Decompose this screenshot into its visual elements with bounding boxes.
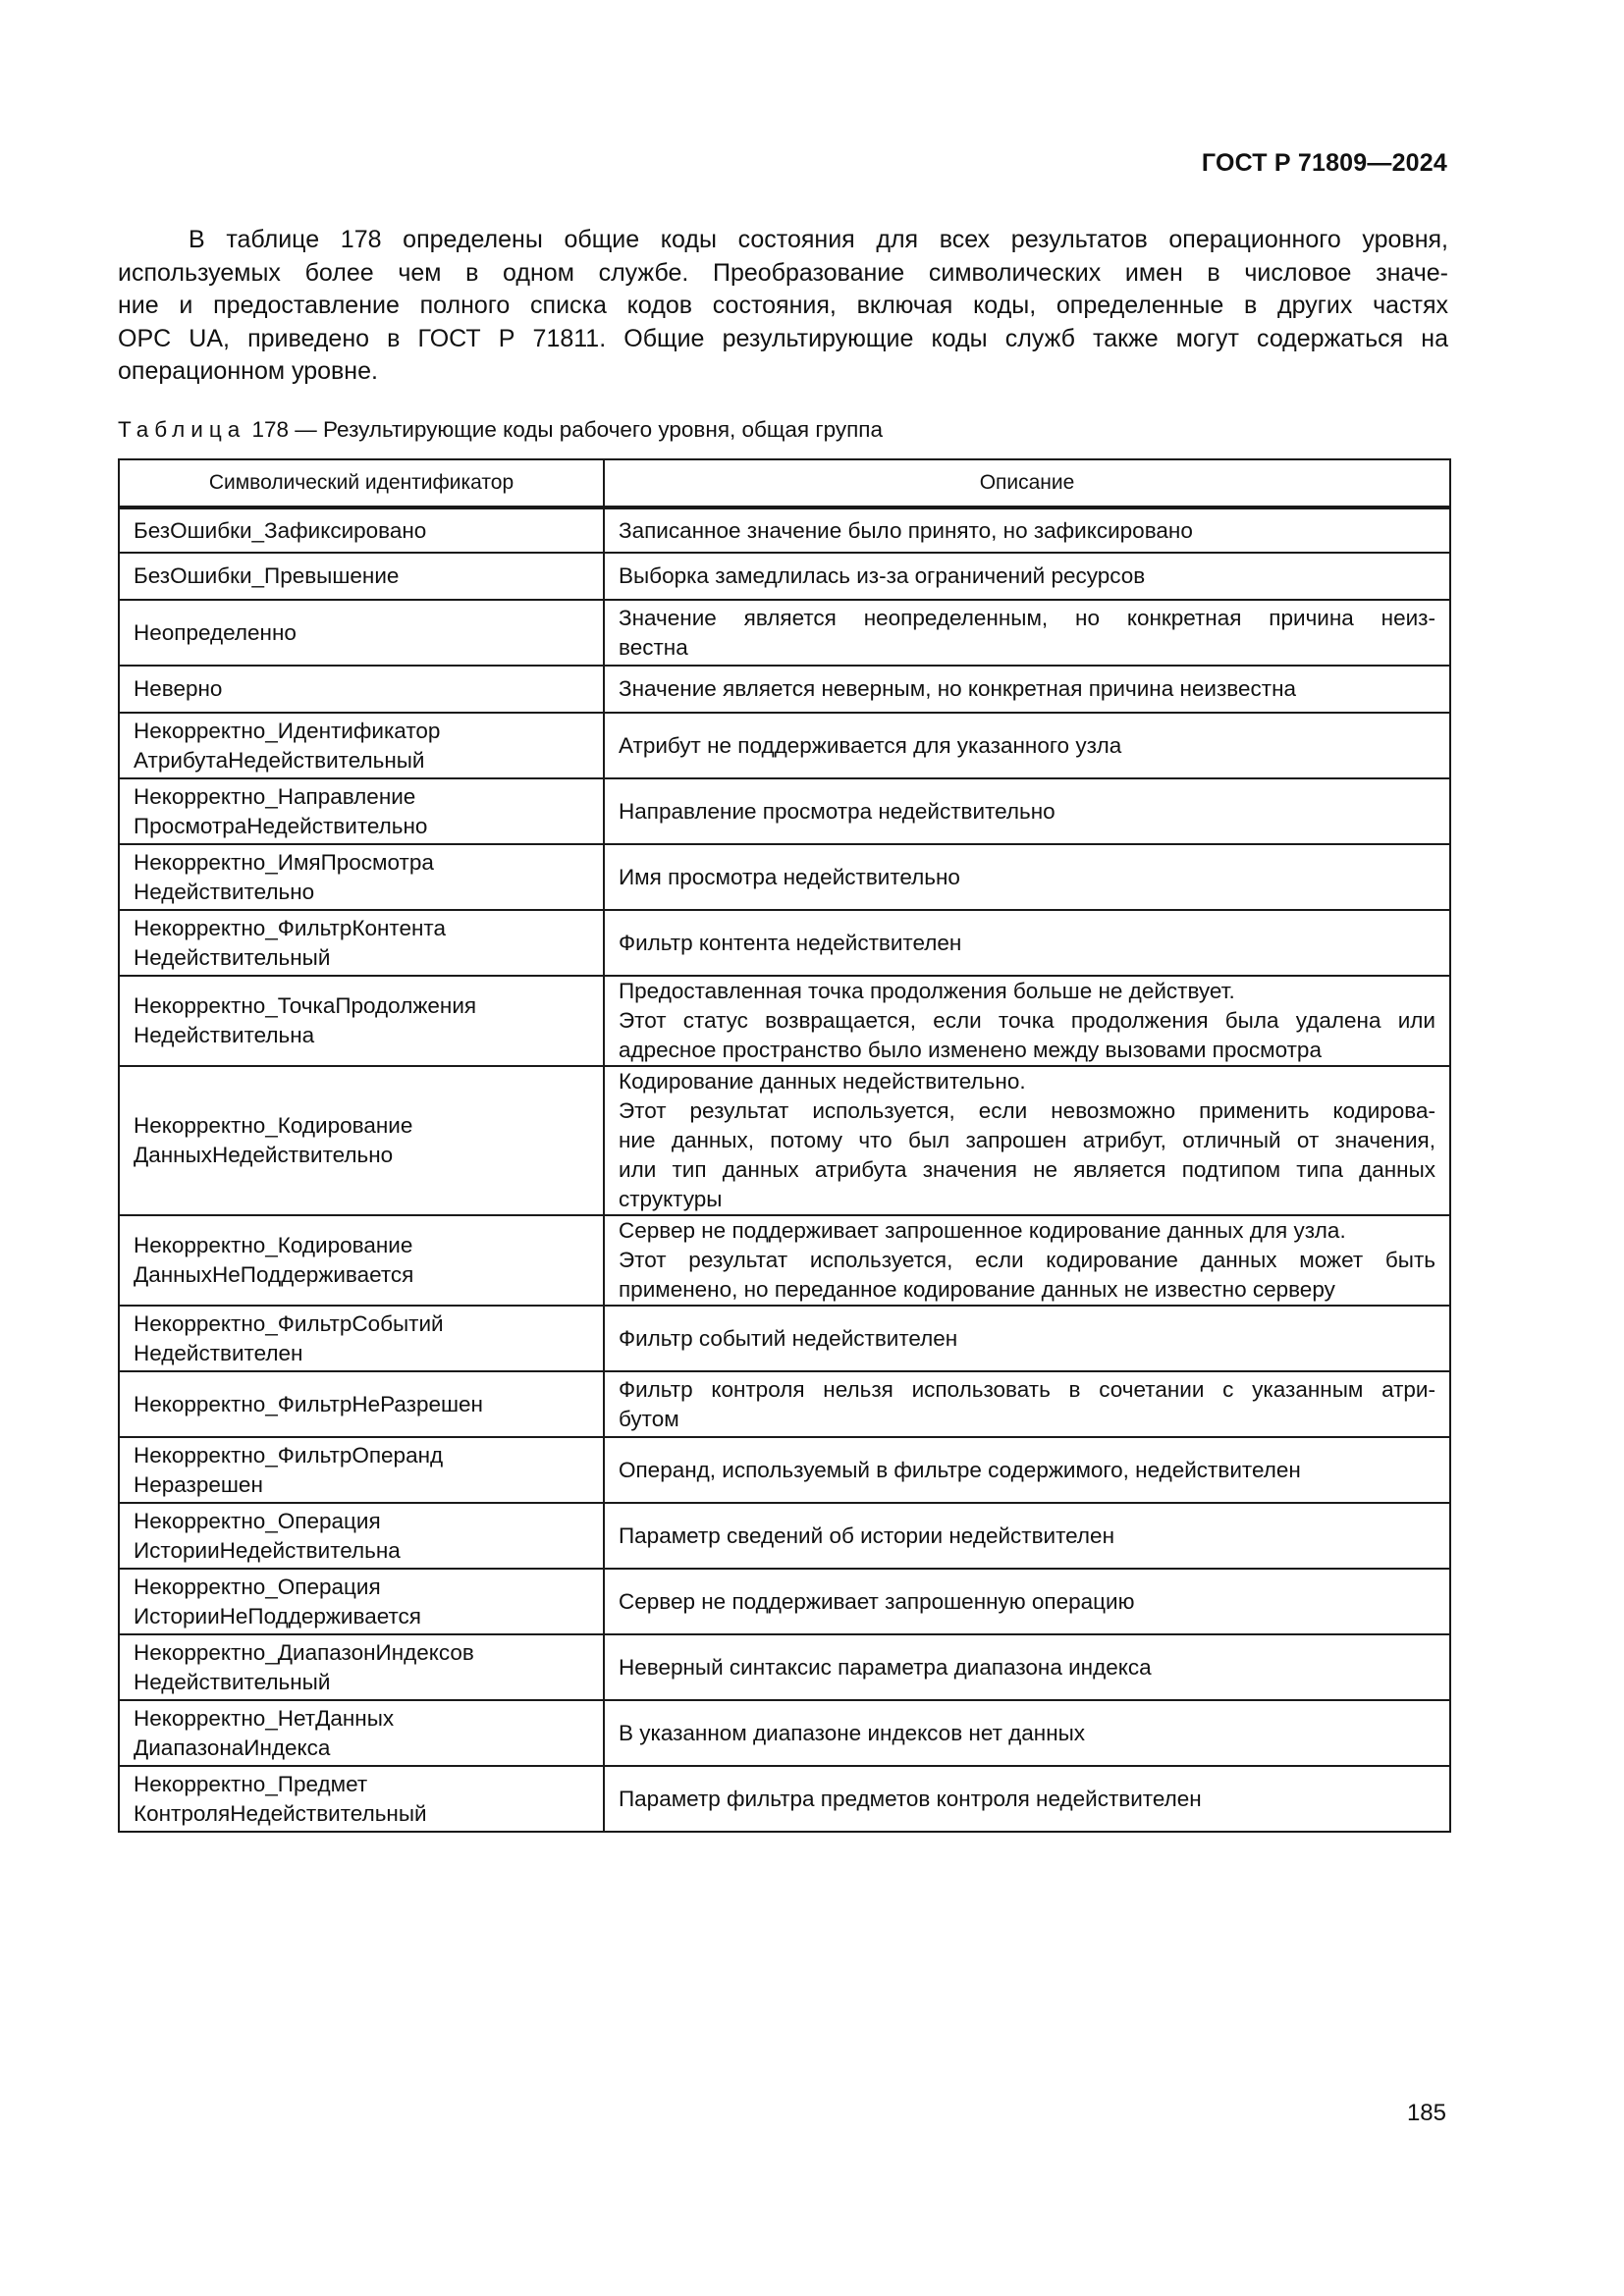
symbolic-id-line: Некорректно_Направление: [134, 783, 416, 809]
description-line: Кодирование данных недействительно.: [619, 1069, 1026, 1094]
symbolic-id-line: ИсторииНеПоддерживается: [134, 1603, 421, 1629]
intro-line: ние и предоставление полного списка кодов состояния, включая коды, определенные в других частях: [118, 292, 1448, 319]
description-cell: [604, 507, 1450, 553]
symbolic-id-line: Недействительный: [134, 944, 331, 970]
symbolic-id-line: Неопределенно: [134, 619, 297, 645]
description-line: вестна: [619, 634, 688, 660]
column-header-symbolic-id: Символический идентификатор: [119, 459, 604, 507]
table-row: [119, 600, 1450, 666]
intro-paragraph: [118, 224, 1448, 389]
description-cell: [604, 1437, 1450, 1503]
description-cell: [604, 1503, 1450, 1569]
description-line: Сервер не поддерживает запрошенное кодирование данных для узла.: [619, 1218, 1346, 1243]
description-line: Фильтр контента недействителен: [619, 930, 962, 955]
symbolic-id-cell: [119, 1569, 604, 1634]
symbolic-id-line: Некорректно_Операция: [134, 1508, 381, 1533]
symbolic-id-line: Некорректно_ТочкаПродолжения: [134, 993, 477, 1018]
description-line: Неверный синтаксис параметра диапазона индекса: [619, 1654, 1152, 1680]
symbolic-id-cell: [119, 1437, 604, 1503]
symbolic-id-line: ИсторииНедействительна: [134, 1537, 401, 1563]
description-cell: [604, 713, 1450, 778]
symbolic-id-line: ПросмотраНедействительно: [134, 813, 428, 838]
symbolic-id-cell: [119, 1766, 604, 1832]
description-cell: [604, 910, 1450, 976]
intro-line: операционном уровне.: [118, 357, 378, 385]
symbolic-id-cell: [119, 1634, 604, 1700]
symbolic-id-line: Некорректно_Кодирование: [134, 1113, 413, 1138]
description-cell: [604, 1634, 1450, 1700]
table-row: [119, 1066, 1450, 1215]
description-line: Выборка замедлилась из-за ограничений ресурсов: [619, 563, 1146, 588]
description-line: Записанное значение было принято, но зафиксировано: [619, 517, 1193, 543]
table-row: [119, 553, 1450, 600]
description-line: Фильтр событий недействителен: [619, 1325, 958, 1351]
symbolic-id-cell: [119, 910, 604, 976]
symbolic-id-cell: [119, 507, 604, 553]
symbolic-id-cell: [119, 1066, 604, 1215]
description-line: Параметр фильтра предметов контроля недействителен: [619, 1786, 1202, 1811]
table-row: [119, 1766, 1450, 1832]
symbolic-id-line: Некорректно_ИмяПросмотра: [134, 849, 434, 875]
description-line: Сервер не поддерживает запрошенную операцию: [619, 1588, 1135, 1614]
table-caption-word: Таблица: [118, 417, 246, 442]
symbolic-id-line: БезОшибки_Превышение: [134, 563, 400, 588]
description-cell: [604, 1215, 1450, 1306]
table-row: [119, 1569, 1450, 1634]
description-line: Этот результат используется, если невозможно применить кодирова-: [619, 1098, 1435, 1123]
description-line: Параметр сведений об истории недействителен: [619, 1522, 1114, 1548]
table-row: [119, 1700, 1450, 1766]
description-line: или тип данных атрибута значения не является подтипом типа данных: [619, 1157, 1435, 1182]
symbolic-id-cell: [119, 713, 604, 778]
description-line: Имя просмотра недействительно: [619, 864, 960, 889]
symbolic-id-line: АтрибутаНедействительный: [134, 747, 425, 773]
table-row: [119, 910, 1450, 976]
table-caption-text: 178 — Результирующие коды рабочего уровня, общая группа: [251, 417, 883, 442]
description-cell: [604, 1306, 1450, 1371]
description-line: адресное пространство было изменено между вызовами просмотра: [619, 1038, 1322, 1062]
symbolic-id-line: Неразрешен: [134, 1471, 263, 1497]
intro-line: OPC UA, приведено в ГОСТ Р 71811. Общие результирующие коды служб также могут содержаться на: [118, 324, 1448, 352]
symbolic-id-cell: [119, 778, 604, 844]
description-line: применено, но переданное кодирование данных не известно серверу: [619, 1277, 1335, 1302]
column-header-description: Описание: [604, 459, 1450, 507]
description-line: Предоставленная точка продолжения больше не действует.: [619, 979, 1235, 1003]
description-line: бутом: [619, 1406, 679, 1431]
table-row: [119, 778, 1450, 844]
symbolic-id-line: Некорректно_ФильтрСобытий: [134, 1310, 444, 1336]
description-cell: [604, 1700, 1450, 1766]
symbolic-id-line: Недействительно: [134, 879, 315, 904]
symbolic-id-cell: [119, 1306, 604, 1371]
description-line: Фильтр контроля нельзя использовать в сочетании с указанным атри-: [619, 1376, 1435, 1402]
table-row: [119, 713, 1450, 778]
symbolic-id-line: Некорректно_ДиапазонИндексов: [134, 1639, 474, 1665]
symbolic-id-cell: [119, 844, 604, 910]
description-line: Направление просмотра недействительно: [619, 798, 1056, 824]
symbolic-id-line: Недействительный: [134, 1669, 331, 1694]
description-cell: [604, 778, 1450, 844]
description-line: Атрибут не поддерживается для указанного узла: [619, 732, 1122, 758]
symbolic-id-cell: [119, 1503, 604, 1569]
symbolic-id-cell: [119, 666, 604, 713]
symbolic-id-line: Некорректно_ФильтрОперанд: [134, 1442, 444, 1468]
intro-line: В таблице 178 определены общие коды состояния для всех результатов операционного уровня,: [189, 226, 1448, 253]
symbolic-id-line: КонтроляНедействительный: [134, 1800, 427, 1826]
intro-line: используемых более чем в одном службе. Преобразование символических имен в числовое значе-: [118, 258, 1448, 287]
symbolic-id-line: Недействительна: [134, 1023, 315, 1047]
description-cell: [604, 666, 1450, 713]
symbolic-id-line: Некорректно_Предмет: [134, 1771, 368, 1796]
symbolic-id-line: БезОшибки_Зафиксировано: [134, 517, 427, 543]
table-header-row: [119, 459, 1450, 507]
symbolic-id-line: Неверно: [134, 676, 223, 701]
table-row: [119, 1306, 1450, 1371]
description-line: Значение является неопределенным, но конкретная причина неиз-: [619, 605, 1435, 630]
symbolic-id-cell: [119, 1700, 604, 1766]
page-number: 185: [1406, 2100, 1446, 2126]
symbolic-id-cell: [119, 600, 604, 666]
status-codes-table: [118, 458, 1451, 1833]
table-row: [119, 507, 1450, 553]
table-caption: [118, 417, 883, 443]
description-cell: [604, 600, 1450, 666]
description-cell: [604, 1066, 1450, 1215]
symbolic-id-line: Некорректно_Идентификатор: [134, 718, 441, 743]
symbolic-id-cell: [119, 1371, 604, 1437]
table-row: [119, 844, 1450, 910]
symbolic-id-cell: [119, 976, 604, 1066]
symbolic-id-line: ДиапазонаИндекса: [134, 1735, 331, 1760]
description-line: Операнд, используемый в фильтре содержимого, недействителен: [619, 1457, 1301, 1482]
description-cell: [604, 1569, 1450, 1634]
description-line: ние данных, потому что был запрошен атрибут, отличный от значения,: [619, 1128, 1435, 1152]
symbolic-id-line: Некорректно_НетДанных: [134, 1705, 395, 1731]
symbolic-id-line: Недействителен: [134, 1340, 303, 1365]
symbolic-id-line: Некорректно_ФильтрНеРазрешен: [134, 1391, 483, 1416]
symbolic-id-line: ДанныхНеПоддерживается: [134, 1262, 414, 1287]
table-row: [119, 1437, 1450, 1503]
symbolic-id-cell: [119, 1215, 604, 1306]
description-cell: [604, 844, 1450, 910]
description-line: структуры: [619, 1187, 723, 1211]
table-row: [119, 976, 1450, 1066]
table-row: [119, 1215, 1450, 1306]
description-line: Значение является неверным, но конкретная причина неизвестна: [619, 676, 1297, 701]
description-cell: [604, 1371, 1450, 1437]
table-row: [119, 666, 1450, 713]
document-id-header: ГОСТ Р 71809—2024: [1201, 149, 1447, 177]
table-row: [119, 1371, 1450, 1437]
symbolic-id-line: Некорректно_Кодирование: [134, 1233, 413, 1257]
symbolic-id-line: Некорректно_Операция: [134, 1574, 381, 1599]
table-row: [119, 1634, 1450, 1700]
description-cell: [604, 1766, 1450, 1832]
description-cell: [604, 553, 1450, 600]
symbolic-id-line: Некорректно_ФильтрКонтента: [134, 915, 446, 940]
description-cell: [604, 976, 1450, 1066]
description-line: В указанном диапазоне индексов нет данных: [619, 1720, 1086, 1745]
symbolic-id-line: ДанныхНедействительно: [134, 1143, 394, 1167]
description-line: Этот статус возвращается, если точка продолжения была удалена или: [619, 1008, 1435, 1033]
description-line: Этот результат используется, если кодирование данных может быть: [619, 1248, 1435, 1272]
table-row: [119, 1503, 1450, 1569]
symbolic-id-cell: [119, 553, 604, 600]
